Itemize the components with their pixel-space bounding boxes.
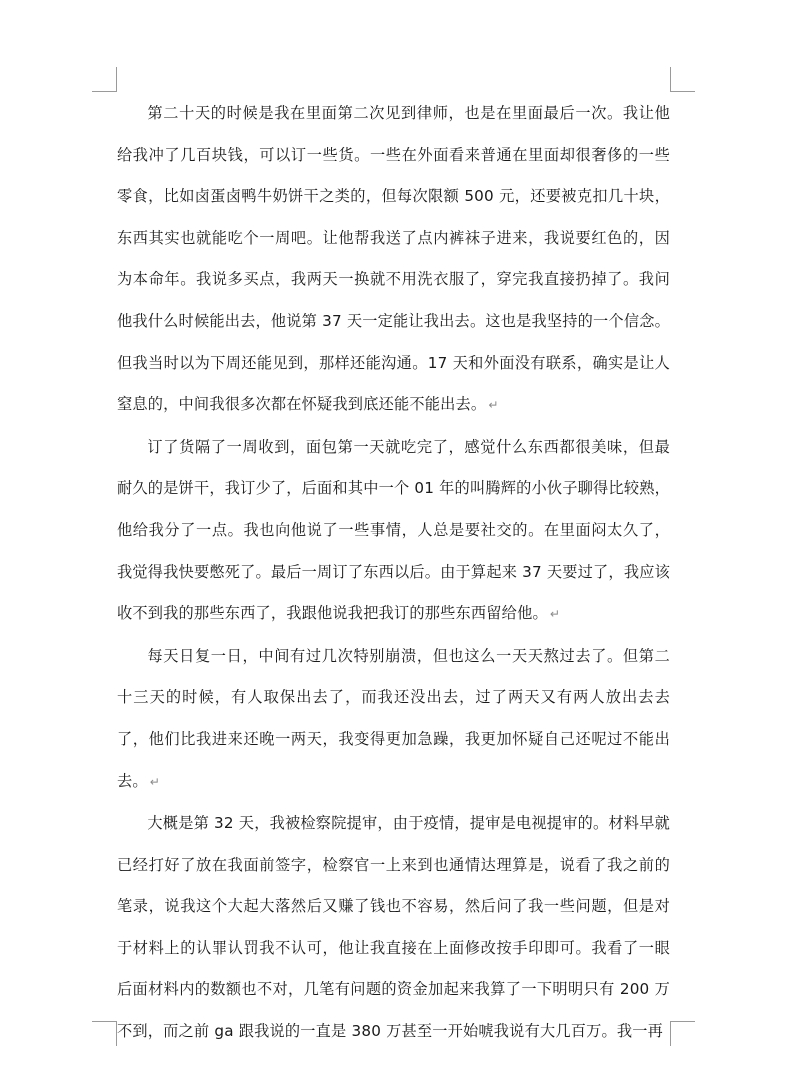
paragraph: [117, 636, 670, 803]
paragraph-mark-icon: ↵: [149, 774, 161, 789]
paragraph: [117, 93, 670, 427]
document-body[interactable]: [117, 93, 670, 1053]
crop-mark-bottom-left: [92, 1021, 117, 1046]
paragraph-text: 第二十天的时候是我在里面第二次见到律师，也是在里面最后一次。我让他给我冲了几百块钱，可以订一些货。一些在外面看来普通在里面却很奢侈的一些零食，比如卤蛋卤鸭牛奶饼干之类的，但每次限额 500 元，还要被克扣几十块，东西其实也就能吃个一周吧。让他帮我送了点内裤袜子进来，我说要红色的，因为本命年。我说多买点，我两天一换就不用洗衣服了，穿完我直接扔掉了。我问他我什么时候能出去，他说第 37 天一定能让我出去。这也是我坚持的一个信念。但我当时以为下周还能见到，那样还能沟通。17 天和外面没有联系，确实是让人窒息的，中间我很多次都在怀疑我到底还能不能出去。: [117, 104, 670, 414]
paragraph-text: 大概是第 32 天，我被检察院提审，由于疫情，提审是电视提审的。材料早就已经打好了放在我面前签字，检察官一上来到也通情达理算是，说看了我之前的笔录，说我这个大起大落然后又赚了钱也不容易，然后问了我一些问题，但是对于材料上的认罪认罚我不认可，他让我直接在上面修改按手印即可。我看了一眼后面材料内的数额也不对，几笔有问题的资金加起来我算了一下明明只有 200 万不到，而之前 ga 跟我说的一直是 380 万甚至一开始唬我说有大几百万。我一再: [117, 814, 670, 1041]
crop-mark-top-left: [92, 67, 117, 92]
crop-mark-bottom-right: [670, 1021, 695, 1046]
crop-mark-top-right: [670, 67, 695, 92]
paragraph: [117, 427, 670, 636]
paragraph-text: 订了货隔了一周收到，面包第一天就吃完了，感觉什么东西都很美味，但最耐久的是饼干，我订少了，后面和其中一个 01 年的叫腾辉的小伙子聊得比较熟，他给我分了一点。我也向他说了一些事情，人总是要社交的。在里面闷太久了，我觉得我快要憋死了。最后一周订了东西以后。由于算起来 37 天要过了，我应该收不到我的那些东西了，我跟他说我把我订的那些东西留给他。: [117, 437, 670, 623]
paragraph-mark-icon: ↵: [549, 607, 561, 622]
paragraph: [117, 803, 670, 1053]
paragraph-mark-icon: ↵: [488, 398, 499, 413]
paragraph-text: 每天日复一日，中间有过几次特别崩溃，但也这么一天天熬过去了。但第二十三天的时候，有人取保出去了，而我还没出去，过了两天又有两人放出去去了，他们比我进来还晚一两天，我变得更加急躁，我更加怀疑自己还呢过不能出去。: [117, 646, 670, 790]
